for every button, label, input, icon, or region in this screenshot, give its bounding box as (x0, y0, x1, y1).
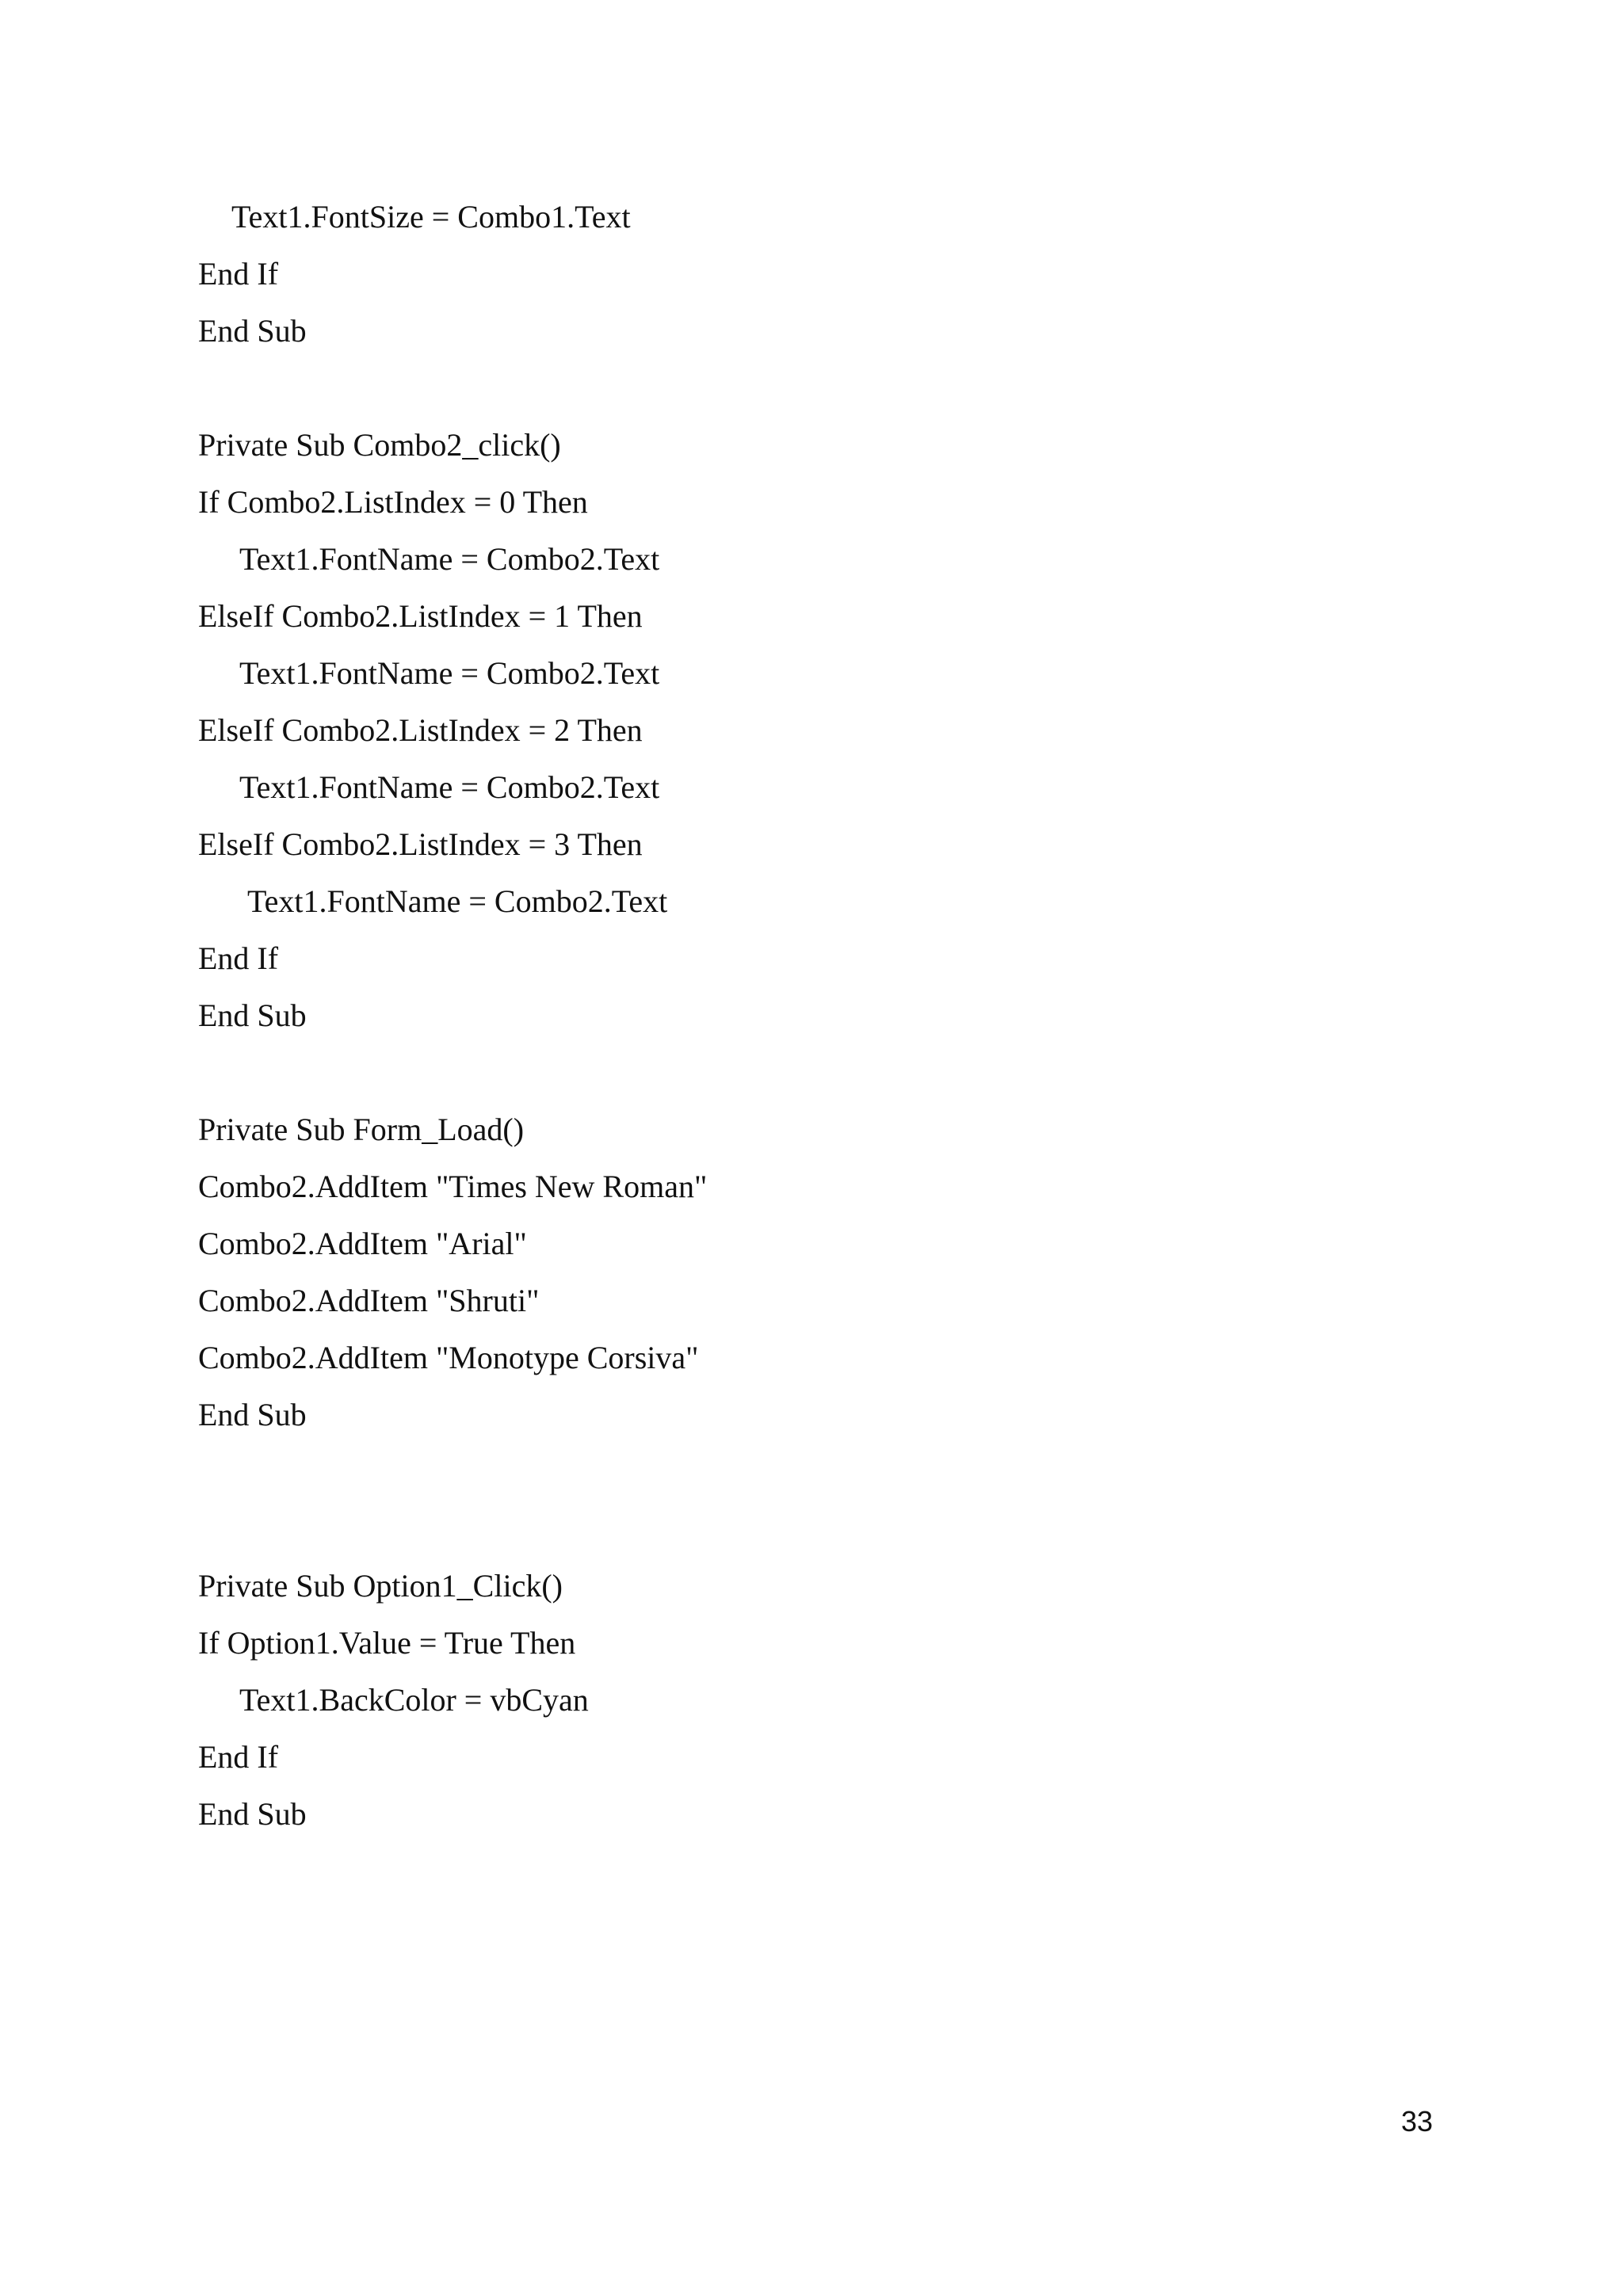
code-line: Text1.FontName = Combo2.Text (247, 883, 668, 919)
code-line: Text1.BackColor = vbCyan (239, 1682, 589, 1718)
code-line: ElseIf Combo2.ListIndex = 3 Then (198, 826, 643, 862)
code-line: End If (198, 940, 279, 976)
code-line: If Combo2.ListIndex = 0 Then (198, 484, 588, 520)
code-line: End Sub (198, 1397, 307, 1432)
code-line: Text1.FontName = Combo2.Text (239, 541, 660, 577)
code-line: Private Sub Form_Load() (198, 1112, 525, 1147)
code-line: End Sub (198, 313, 307, 349)
code-line: End Sub (198, 997, 307, 1033)
code-line: End If (198, 1739, 279, 1775)
code-line: End If (198, 256, 279, 292)
page-number: 33 (1401, 2105, 1434, 2138)
code-line: Text1.FontName = Combo2.Text (239, 769, 660, 805)
code-line: Combo2.AddItem "Monotype Corsiva" (198, 1340, 699, 1375)
code-line: Combo2.AddItem "Times New Roman" (198, 1169, 708, 1204)
code-line: ElseIf Combo2.ListIndex = 1 Then (198, 598, 643, 634)
code-line: End Sub (198, 1796, 307, 1832)
code-line: Combo2.AddItem "Arial" (198, 1226, 527, 1261)
code-line: Combo2.AddItem "Shruti" (198, 1283, 540, 1318)
code-line: Text1.FontName = Combo2.Text (239, 655, 660, 691)
code-line: If Option1.Value = True Then (198, 1625, 576, 1661)
code-line: Text1.FontSize = Combo1.Text (231, 199, 631, 235)
code-line: Private Sub Combo2_click() (198, 427, 561, 463)
code-line: Private Sub Option1_Click() (198, 1568, 563, 1604)
code-line: ElseIf Combo2.ListIndex = 2 Then (198, 712, 643, 748)
